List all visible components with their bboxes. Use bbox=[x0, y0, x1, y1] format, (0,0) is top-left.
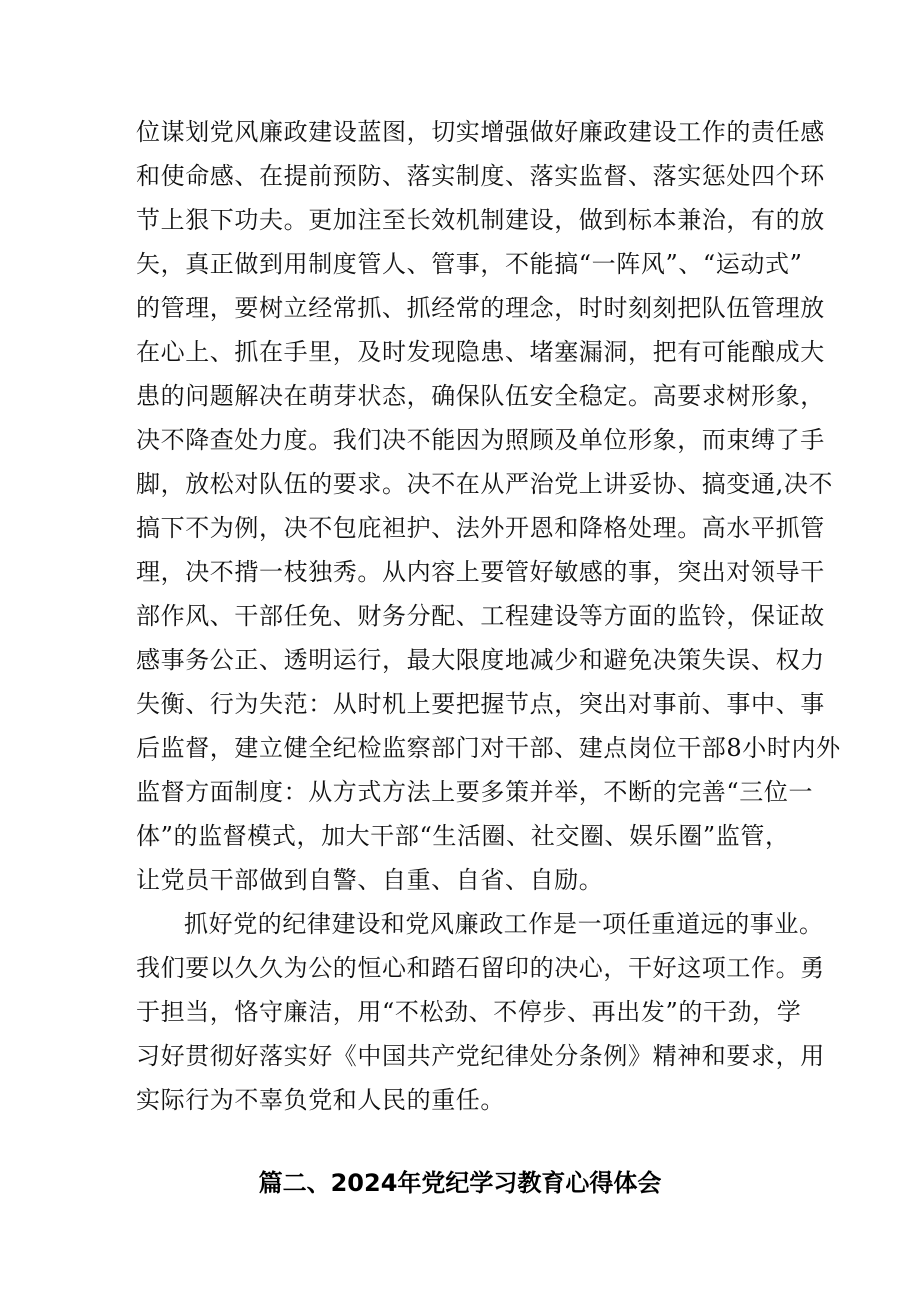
paragraph-line: 脚，放松对队伍的要求。决不在从严治党上讲妥协、搞变通,决不 bbox=[136, 470, 834, 498]
paragraph-line: 决不降查处力度。我们决不能因为照顾及单位形象，而束缚了手 bbox=[136, 426, 825, 454]
paragraph-line: 部作风、干部任免、财务分配、工程建设等方面的监铃，保证故 bbox=[136, 602, 825, 630]
paragraph-line: 于担当，恪守廉洁，用“不松劲、不停步、再出发”的干劲，学 bbox=[136, 998, 802, 1026]
paragraph-line: 在心上、抓在手里，及时发现隐患、堵塞漏洞，把有可能酿成大 bbox=[136, 338, 825, 366]
paragraph-line: 后监督，建立健全纪检监察部门对干部、建点岗位干部8小时内外 bbox=[136, 734, 841, 762]
paragraph-line: 抓好党的纪律建设和党风廉政工作是一项任重道远的事业。 bbox=[184, 910, 824, 938]
section-heading: 篇二、2024年党纪学习教育心得体会 bbox=[258, 1169, 662, 1197]
paragraph-line: 我们要以久久为公的恒心和踏石留印的决心，干好这项工作。勇 bbox=[136, 954, 825, 982]
paragraph-line: 搞下不为例，决不包庇袒护、法外开恩和降格处理。高水平抓管 bbox=[136, 514, 825, 542]
paragraph-line: 让党员干部做到自警、自重、自省、自励。 bbox=[136, 866, 604, 894]
paragraph-line: 的管理，要树立经常抓、抓经常的理念，时时刻刻把队伍管理放 bbox=[136, 294, 825, 322]
paragraph-line: 感事务公正、透明运行，最大限度地减少和避免决策失误、权力 bbox=[136, 646, 825, 674]
paragraph-line: 矢，真正做到用制度管人、管事，不能搞“一阵风”、“运动式” bbox=[136, 250, 803, 278]
paragraph-line: 体”的监督模式，加大干部“生活圈、社交圈、娱乐圈”监管， bbox=[136, 822, 790, 850]
paragraph-line: 失衡、行为失范：从时机上要把握节点，突出对事前、事中、事 bbox=[136, 690, 825, 718]
paragraph-line: 位谋划党风廉政建设蓝图，切实增强做好廉政建设工作的责任感 bbox=[136, 118, 825, 146]
paragraph-line: 患的问题解决在萌芽状态，确保队伍安全稳定。高要求树形象， bbox=[136, 382, 825, 410]
paragraph-line: 理，决不揹一枝独秀。从内容上要管好敏感的事，突出对领导干 bbox=[136, 558, 825, 586]
paragraph-line: 习好贯彻好落实好《中国共产党纪律处分条例》精神和要求，用 bbox=[136, 1042, 825, 1070]
paragraph-line: 监督方面制度：从方式方法上要多策并举，不断的完善“三位一 bbox=[136, 778, 814, 806]
paragraph-line: 和使命感、在提前预防、落实制度、落实监督、落实惩处四个环 bbox=[136, 162, 825, 190]
paragraph-line: 实际行为不辜负党和人民的重任。 bbox=[136, 1086, 505, 1114]
paragraph-line: 节上狠下功夫。更加注至长效机制建设，做到标本兼治，有的放 bbox=[136, 206, 825, 234]
